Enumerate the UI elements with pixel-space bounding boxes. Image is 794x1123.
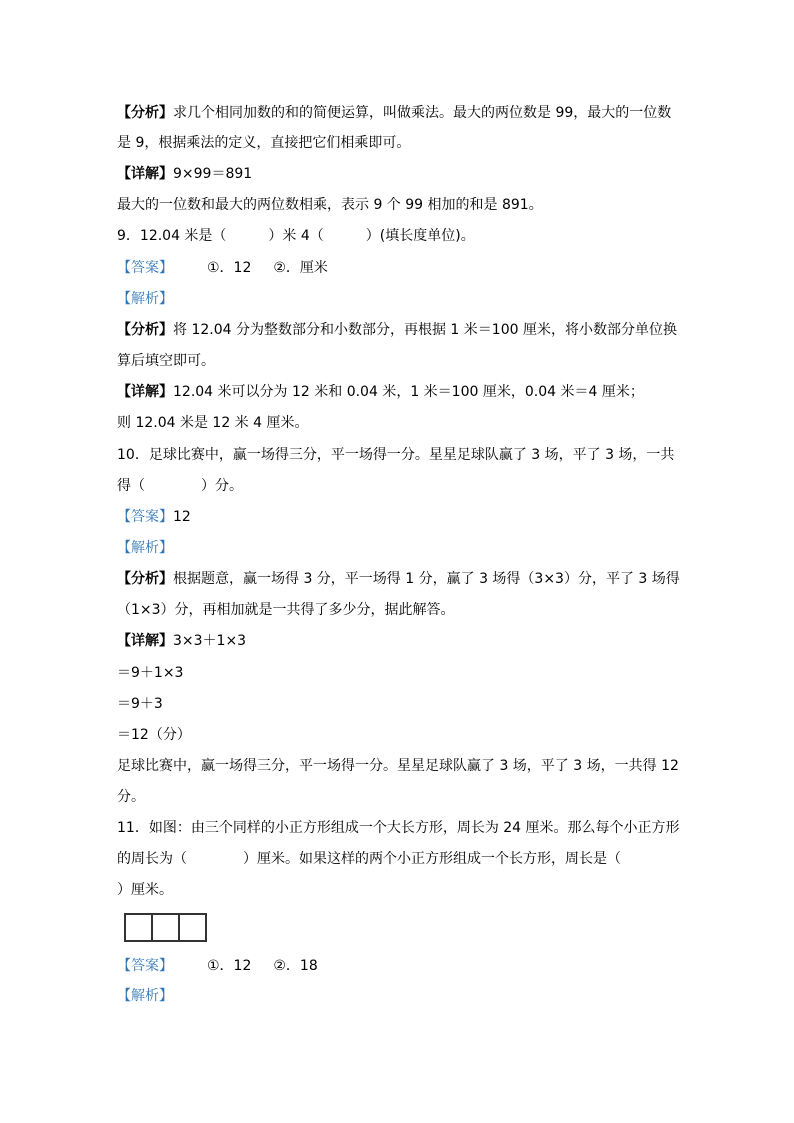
text-line [117, 694, 163, 714]
line-text: 分。 [117, 789, 145, 805]
section-label: 【答案】 [117, 958, 173, 974]
section-label: 【分析】 [117, 105, 173, 121]
text-line [117, 986, 173, 1006]
small-square [151, 913, 180, 942]
text-line [117, 320, 677, 340]
text-line [117, 445, 674, 465]
line-text: 是 9，根据乘法的定义，直接把它们相乘即可。 [117, 135, 411, 151]
line-text: 算后填空即可。 [117, 353, 215, 369]
text-line [117, 351, 215, 371]
text-line [117, 849, 621, 869]
three-squares-figure [124, 913, 205, 942]
text-line [117, 507, 191, 527]
section-label: 【详解】 [117, 166, 173, 182]
line-text: 的周长为（ ）厘米。如果这样的两个小正方形组成一个长方形，周长是（ [117, 851, 621, 867]
line-text: 9．12.04 米是（ ）米 4（ ）(填长度单位)。 [117, 228, 475, 244]
line-text: 得（ ）分。 [117, 478, 243, 494]
text-line [117, 476, 243, 496]
line-text: 3×3＋1×3 [173, 633, 247, 649]
answer-item: ①．12 [207, 260, 252, 276]
line-text: 11．如图：由三个同样的小正方形组成一个大长方形，周长为 24 厘米。那么每个小正方形 [117, 820, 680, 836]
answer-item: ①．12 [207, 958, 252, 974]
section-label: 【答案】 [117, 260, 173, 276]
line-text: 12.04 米可以分为 12 米和 0.04 米，1 米＝100 厘米，0.04 米＝4 厘米； [173, 384, 644, 400]
text-line [117, 663, 183, 683]
section-label: 【解析】 [117, 540, 173, 556]
line-text: 9×99＝891 [173, 166, 253, 182]
line-text: 足球比赛中，赢一场得三分，平一场得一分。星星足球队赢了 3 场，平了 3 场，一共得 12 [117, 758, 679, 774]
text-line [117, 569, 680, 589]
answer-item: ②．18 [273, 958, 318, 974]
small-square [178, 913, 207, 942]
text-line [117, 880, 173, 900]
text-line [117, 818, 680, 838]
line-text: 将 12.04 分为整数部分和小数部分，再根据 1 米＝100 厘米，将小数部分单位换 [173, 322, 677, 338]
text-line [117, 289, 173, 309]
section-label: 【解析】 [117, 291, 173, 307]
section-label: 【详解】 [117, 384, 173, 400]
text-line [117, 787, 145, 807]
text-line [117, 413, 309, 433]
answer-item: ②．厘米 [273, 260, 328, 276]
line-text: 10．足球比赛中，赢一场得三分，平一场得一分。星星足球队赢了 3 场，平了 3 场，一共 [117, 447, 675, 463]
text-line [117, 103, 671, 123]
small-square [124, 913, 153, 942]
text-line [117, 631, 246, 651]
text-line [117, 164, 252, 184]
text-line [117, 226, 475, 246]
line-text: 求几个相同加数的和的简便运算，叫做乘法。最大的两位数是 99，最大的一位数 [173, 105, 672, 121]
text-line [117, 756, 679, 776]
text-line [117, 725, 191, 745]
text-line [117, 133, 410, 153]
text-line [117, 258, 328, 278]
line-text: 最大的一位数和最大的两位数相乘，表示 9 个 99 相加的和是 891。 [117, 197, 543, 213]
line-text: 根据题意，赢一场得 3 分，平一场得 1 分，赢了 3 场得（3×3）分，平了 3 场得 [173, 571, 680, 587]
section-label: 【详解】 [117, 633, 173, 649]
text-line [117, 195, 543, 215]
text-line [117, 538, 173, 558]
text-line [117, 600, 455, 620]
line-text: （1×3）分，再相加就是一共得了多少分，据此解答。 [117, 602, 455, 618]
line-text: 则 12.04 米是 12 米 4 厘米。 [117, 415, 309, 431]
section-label: 【分析】 [117, 322, 173, 338]
line-text: ＝9＋3 [117, 696, 163, 712]
text-line [117, 382, 644, 402]
section-label: 【分析】 [117, 571, 173, 587]
section-label: 【答案】 [117, 509, 173, 525]
text-line [117, 956, 318, 976]
line-text: ＝12（分） [117, 727, 191, 743]
line-text: 12 [173, 509, 191, 525]
section-label: 【解析】 [117, 988, 173, 1004]
line-text: ＝9＋1×3 [117, 665, 184, 681]
line-text: ）厘米。 [117, 882, 173, 898]
